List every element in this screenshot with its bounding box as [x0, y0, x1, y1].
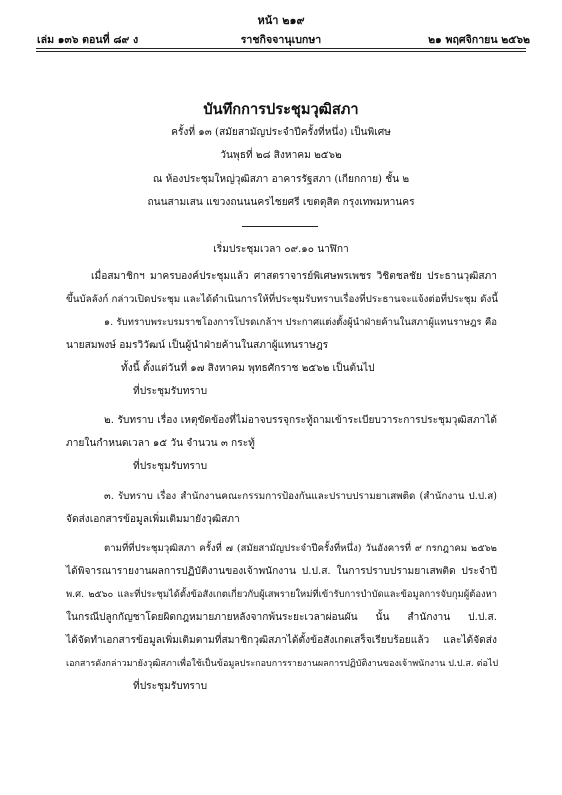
body-line: ในกรณีปลูกกัญชาโดยผิดกฎหมายภายหลังจากพ้นระยะเวลาผ่อนผัน นั้น สำนักงาน ป.ป.ส.: [66, 612, 497, 623]
header-rule-top: [36, 48, 526, 49]
body-line: ภายในกำหนดเวลา ๑๕ วัน จำนวน ๓ กระทู้: [66, 438, 255, 449]
body-line: เอกสารดังกล่าวมายังวุฒิสภาเพื่อใช้เป็นข้อมูลประกอบการรายงานผลการปฏิบัติงานของเจ้าพนักงาน ป.ป.ส. ต่อไป: [66, 659, 499, 669]
body-line: เมื่อสมาชิกฯ มาครบองค์ประชุมแล้ว ศาสตราจารย์พิเศษพรเพชร วิชิตชลชัย ประธานวุฒิสภา: [91, 271, 497, 282]
subtitle-venue: ณ ห้องประชุมใหญ่วุฒิสภา อาคารรัฐสภา (เกียกกาย) ชั้น ๒: [152, 174, 410, 185]
body-line: ได้จัดทำเอกสารข้อมูลเพิ่มเติมตามที่สมาชิกวุฒิสภาได้ตั้งข้อสังเกตเสร็จเรียบร้อยแล้ว และได้จัดส่ง: [66, 635, 497, 646]
subtitle-date: วันพุธที่ ๒๘ สิงหาคม ๒๕๖๒: [220, 150, 342, 161]
body-line: จัดส่งเอกสารข้อมูลเพิ่มเติมมายังวุฒิสภา: [66, 514, 240, 525]
subtitle-address: ถนนสามเสน แขวงถนนนครไชยศรี เขตดุสิต กรุงเทพมหานคร: [147, 197, 415, 208]
document-title: บันทึกการประชุมวุฒิสภา: [203, 101, 359, 118]
publication-name: ราชกิจจานุเบกษา: [240, 34, 322, 46]
acknowledged-note: ที่ประชุมรับทราบ: [133, 386, 208, 397]
acknowledged-note: ที่ประชุมรับทราบ: [133, 461, 208, 472]
body-line: ๓. รับทราบ เรื่อง สำนักงานคณะกรรมการป้องกันและปราบปรามยาเสพติด (สำนักงาน ป.ป.ส): [104, 491, 497, 502]
subtitle-session: ครั้งที่ ๑๓ (สมัยสามัญประจำปีครั้งที่หนึ่ง) เป็นพิเศษ: [171, 127, 391, 138]
body-line: ได้พิจารณารายงานผลการปฏิบัติงานของเจ้าพนักงาน ป.ป.ส. ในการปราบปรามยาเสพติด ประจำปี: [66, 566, 497, 577]
page-number: หน้า ๒๑๙: [257, 14, 305, 27]
body-line: ๑. รับทราบพระบรมราชโองการโปรดเกล้าฯ ประกาศแต่งตั้งผู้นำฝ่ายค้านในสภาผู้แทนราษฎร คือ: [104, 317, 497, 328]
acknowledged-note: ที่ประชุมรับทราบ: [133, 681, 208, 692]
publication-date: ๒๑ พฤศจิกายน ๒๕๖๒: [428, 34, 530, 46]
title-separator: [242, 226, 318, 227]
body-line: ขึ้นบัลลังก์ กล่าวเปิดประชุม และได้ดำเนินการให้ที่ประชุมรับทราบเรื่องที่ประธานจะแจ้งต่อที่ประชุม ดังนี้: [66, 294, 498, 305]
volume-issue: เล่ม ๑๓๖ ตอนที่ ๘๙ ง: [37, 34, 139, 46]
body-line: ทั้งนี้ ตั้งแต่วันที่ ๑๗ สิงหาคม พุทธศักราช ๒๕๖๒ เป็นต้นไป: [121, 363, 375, 374]
body-line: นายสมพงษ์ อมรวิวัฒน์ เป็นผู้นำฝ่ายค้านในสภาผู้แทนราษฎร: [66, 340, 329, 351]
header-rule-bottom: [36, 51, 526, 52]
body-line: ๒. รับทราบ เรื่อง เหตุขัดข้องที่ไม่อาจบรรจุกระทู้ถามเข้าระเบียบวาระการประชุมวุฒิสภาได้: [104, 415, 497, 426]
body-line: พ.ศ. ๒๕๖๐ และที่ประชุมได้ตั้งข้อสังเกตเกี่ยวกับผู้เสพรายใหม่ที่เข้ารับการบำบัดและข้อมูลการจับกุมผู้ต้องหา: [66, 589, 497, 600]
body-line: ตามที่ที่ประชุมวุฒิสภา ครั้งที่ ๗ (สมัยสามัญประจำปีครั้งที่หนึ่ง) วันอังคารที่ ๙ กรกฎาคม ๒๕๖๒: [104, 543, 497, 554]
meeting-start-time: เริ่มประชุมเวลา ๐๙.๑๐ นาฬิกา: [213, 244, 349, 255]
